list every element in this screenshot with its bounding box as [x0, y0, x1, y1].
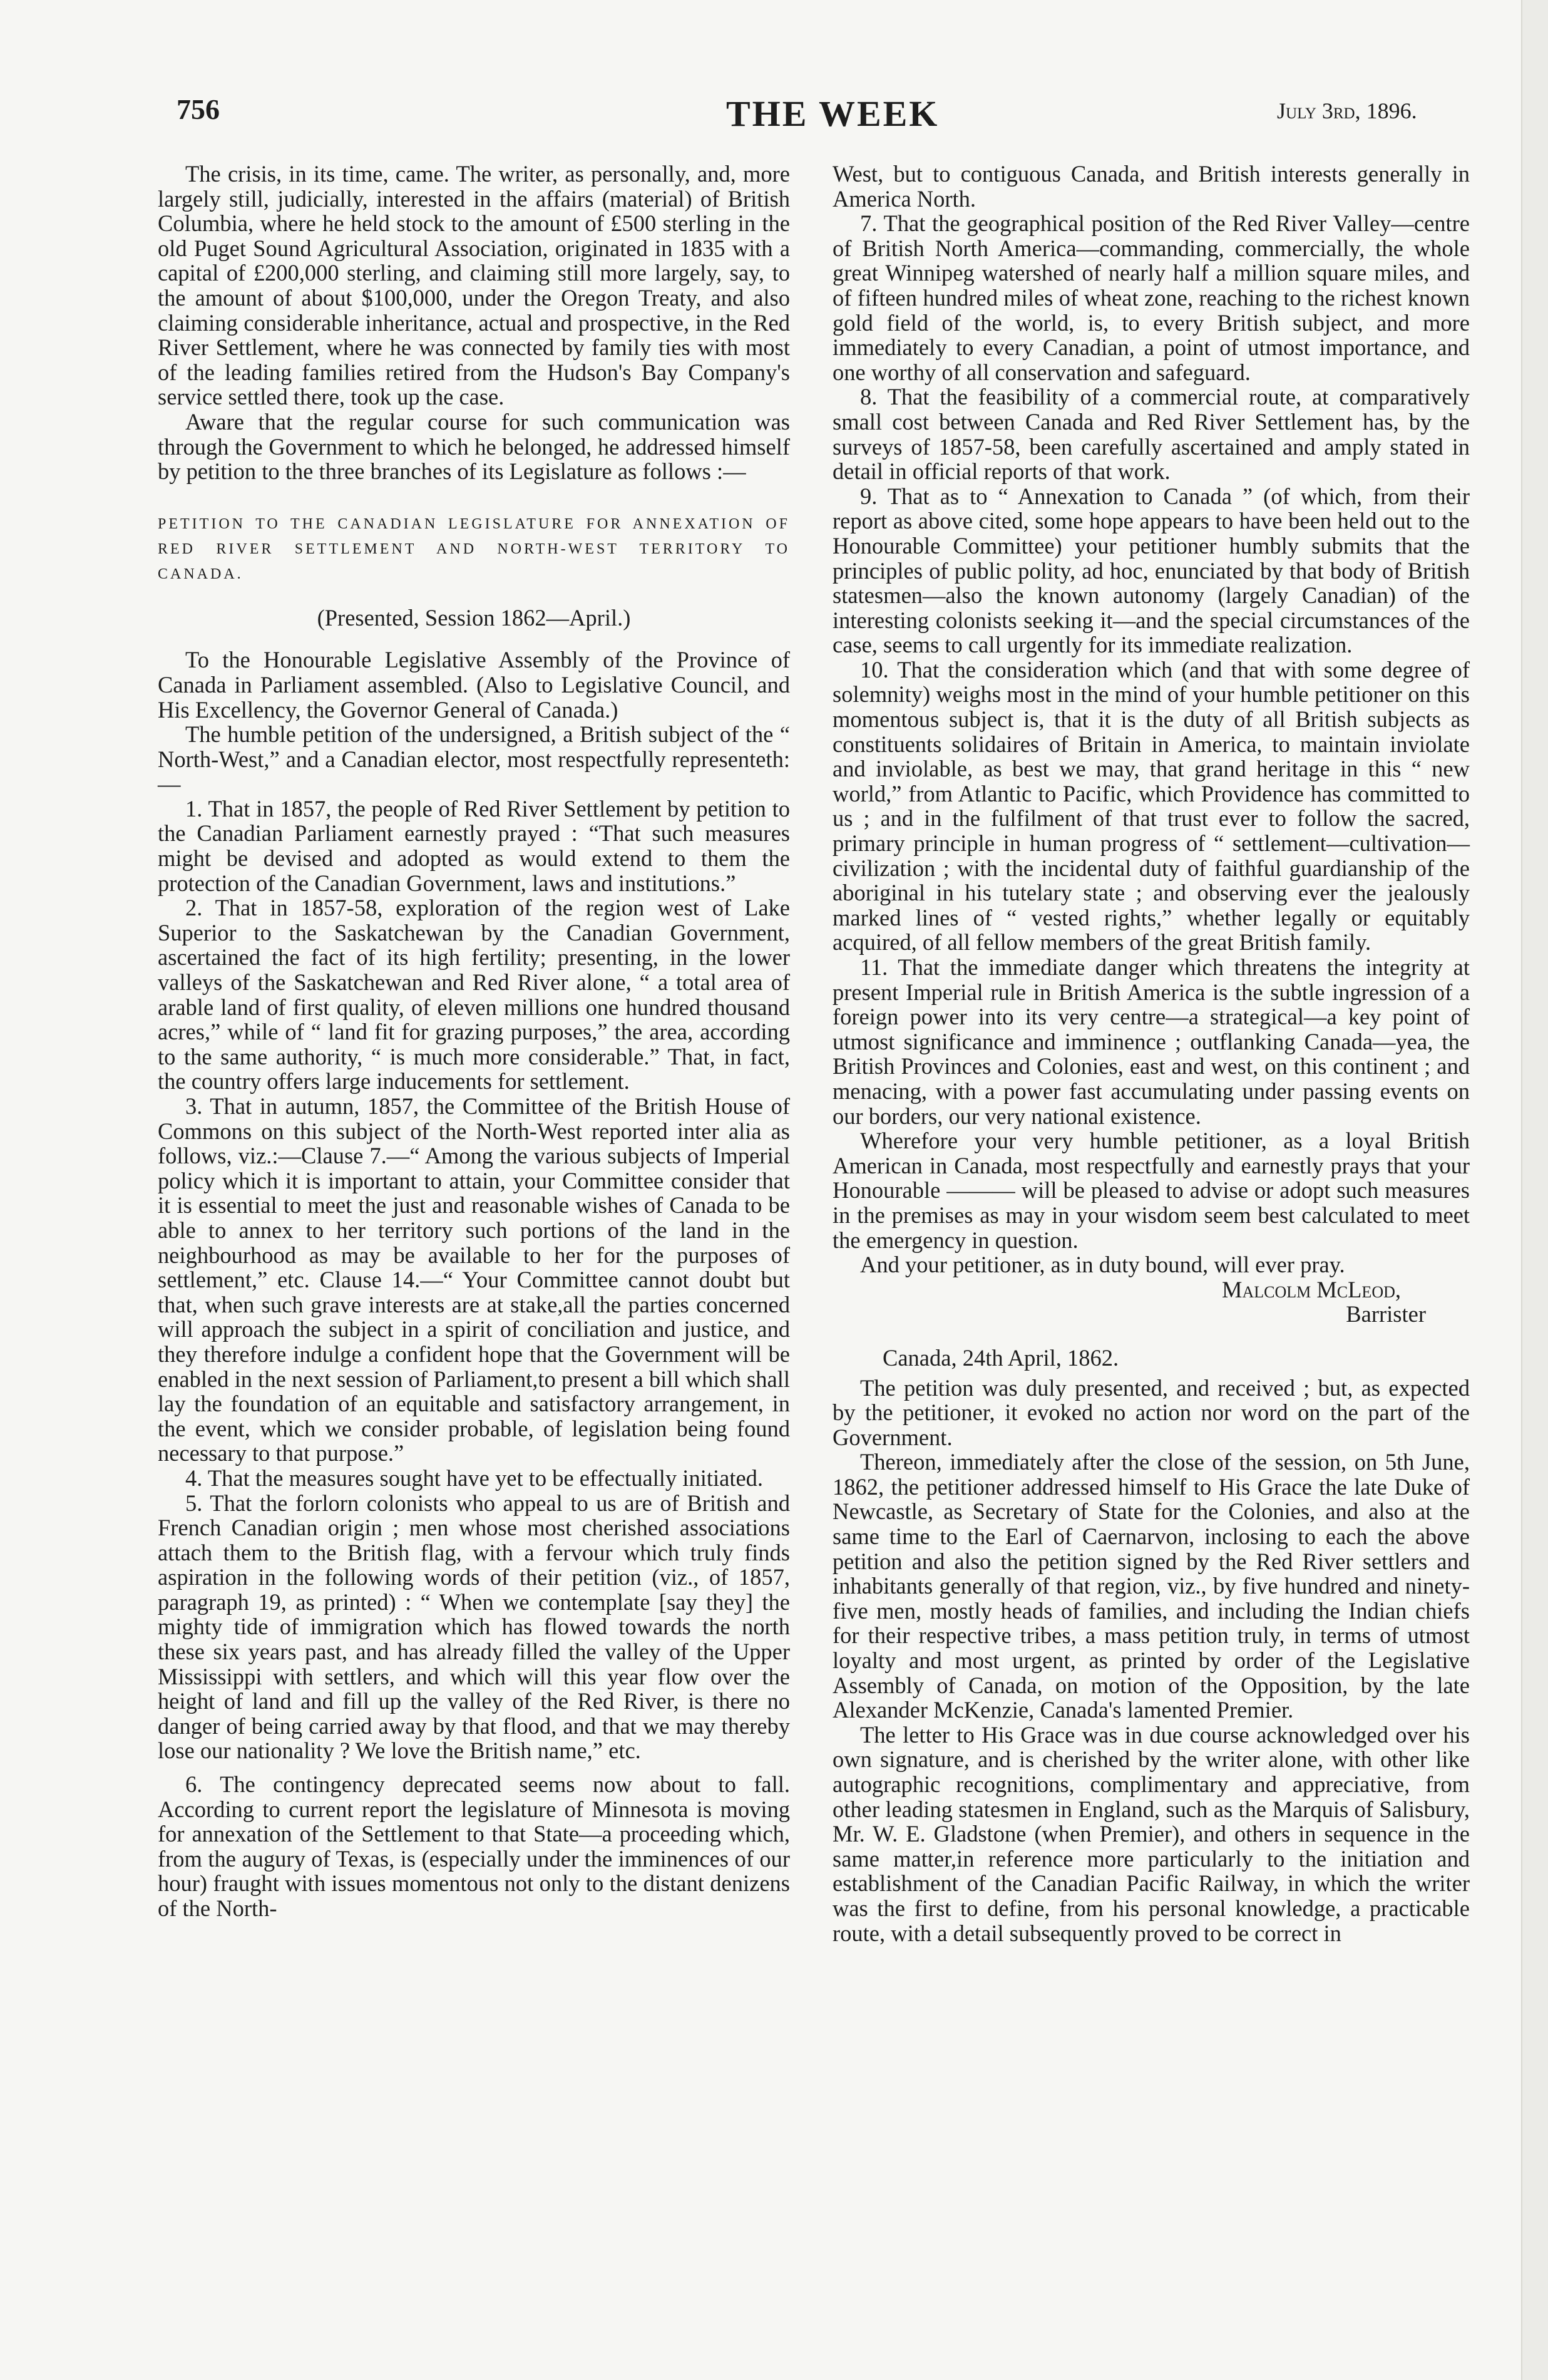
paragraph-aware: Aware that the regular course for such communication was through the Government to which he belonged, he addressed himself by petition to the three branches of its Legislature as follows :— — [158, 408, 790, 485]
paragraph-thereon: Thereon, immediately after the close of the session, on 5th June, 1862, the petitioner addressed himself to His Grace the late Duke of Newcastle, as Secretary of State for the Colonies, and also at the same time to the Earl of Caernarvon, inclosing to each the above petition and also the petition signed by the Red River settlers and inhabitants generally of that region, viz., by five hundred and ninety-five men, mostly heads of families, and including the Indian chiefs for their respective tribes, a mass petition truly, in terms of utmost loyalty and most urgent, as printed by order of the Legislative Assembly of Canada, on motion of the Opposition, by the late Alexander McKenzie, Canada's lamented Premier. — [833, 1449, 1470, 1723]
paragraph-duty-bound: And your petitioner, as in duty bound, will ever pray. — [860, 1252, 1345, 1278]
page-edge — [1521, 0, 1548, 2380]
paragraph-humble-petition: The humble petition of the undersigned, a British subject of the “ North-West,” and a Canadian elector, most respectfully representeth:— — [158, 721, 790, 797]
petition-item-1: 1. That in 1857, the people of Red River Settlement by petition to the Canadian Parliament earnestly prayed : “That such measures might be devised and adopted as would extend to them the protection of the Canadian Government, laws and institutions.” — [158, 795, 790, 896]
paragraph-duly-presented: The petition was duly presented, and received ; but, as expected by the petitioner, it evoked no action nor word on the part of the Government. — [833, 1374, 1470, 1450]
petition-address: To the Honourable Legislative Assembly of the Province of Canada in Parliament assembled. (Also to Legislative Council, and His Excellency, the Governor General of Canada.) — [158, 647, 790, 723]
right-column — [833, 162, 1470, 1945]
signature-name: Malcolm McLeod, — [1221, 1276, 1401, 1302]
continuation-text: West, but to contiguous Canada, and British interests generally in America North. — [833, 161, 1470, 212]
dateline: Canada, 24th April, 1862. — [883, 1344, 1119, 1371]
paragraph-crisis: The crisis, in its time, came. The writer, as personally, and, more largely still, judicially, interested in the affairs (material) of British Columbia, where he held stock to the amount of £500 sterling in the old Puget Sound Agricultural Association, originated in 1835 with a capital of £200,000 sterling, and claiming still more largely, say, to the amount of about $100,000, under the Oregon Treaty, and also claiming considerable inheritance, actual and prospective, in the Red River Settlement, where he was connected by family ties with most of the leading families retired from the Hudson's Bay Company's service settled there, took up the case. — [158, 161, 790, 410]
petition-item-3: 3. That in autumn, 1857, the Committee of the British House of Commons on this subject of the North-West reported inter alia as follows, viz.:—Clause 7.—“ Among the various subjects of Imperial policy which it is important to attain, your Committee consider that it is essential to meet the just and reasonable wishes of Canada to be able to annex to her territory such portions of the land in the neighbourhood as may be available to her for the purposes of settlement,” etc. Clause 14.—“ Your Committee cannot doubt but that, when such grave interests are at stake,all the parties concerned will approach the subject in a spirit of conciliation and justice, and they therefore indulge a confident hope that the Government will be enabled in the next session of Parliament,to present a bill which shall lay the foundation of an equitable and satisfactory arrangement, in the event, which we consider probable, of legislation being found necessary to that purpose.” — [158, 1093, 790, 1466]
presented-line: (Presented, Session 1862—April.) — [317, 604, 631, 631]
petition-item-6: 6. The contingency deprecated seems now about to fall. According to current report the legislature of Minnesota is moving for annexation of the Settlement to that State—a proceeding which, from the augury of Texas, is (especially under the imminences of our hour) fraught with issues momentous not only to the distant denizens of the North- — [158, 1771, 790, 1921]
paragraph-wherefore: Wherefore your very humble petitioner, as a loyal British American in Canada, most respectfully and earnestly prays that your Honourable ——— will be pleased to advise or adopt such measures in the premises as may in your wisdom seem best calculated to meet the emergency in question. — [833, 1128, 1470, 1253]
petition-item-8: 8. That the feasibility of a commercial route, at comparatively small cost between Canada and Red River Settlement has, by the surveys of 1857-58, been carefully ascertained and amply stated in detail in official reports of that work. — [833, 384, 1470, 485]
paragraph-letter: The letter to His Grace was in due course acknowledged over his own signature, and is cherished by the writer alone, with other like autographic recognitions, complimentary and appreciative, from other leading statesmen in England, such as the Marquis of Salisbury, Mr. W. E. Gladstone (when Premier), and others in sequence in the same matter,in reference more particularly to the initiation and establishment of the Canadian Pacific Railway, in which the writer was the first to define, from his personal knowledge, a practicable route, with a detail subsequently proved to be correct in — [833, 1721, 1470, 1946]
petition-heading: PETITION TO THE CANADIAN LEGISLATURE FOR ANNEXATION OF RED RIVER SETTLEMENT AND NORTH-WEST TERRITORY TO CANADA. — [158, 515, 790, 582]
issue-date: July 3rd, 1896. — [1277, 98, 1417, 123]
page-header — [0, 93, 1548, 137]
left-column — [158, 162, 790, 1921]
signature-role: Barrister — [1346, 1301, 1426, 1327]
page-number: 756 — [177, 93, 220, 125]
petition-item-5: 5. That the forlorn colonists who appeal to us are of British and French Canadian origin ; men whose most cherished associations attach them to the British flag, with a fervour which truly finds aspiration in the following words of their petition (viz., of 1857, paragraph 19, as printed) : “ When we contemplate [say they] the mighty tide of immigration which has flowed towards the north these six years past, and has already filled the valley of the Upper Mississippi with settlers, and which will this year flow over the height of land and fill up the valley of the Red River, is there no danger of being carried away by that flood, and that we may thereby lose our nationality ? We love the British name,” etc. — [158, 1490, 790, 1764]
petition-item-4: 4. That the measures sought have yet to be effectually initiated. — [185, 1465, 764, 1491]
petition-item-7: 7. That the geographical position of the Red River Valley—centre of British North America—commanding, commercially, the whole great Winnipeg watershed of nearly half a million square miles, and of fifteen hundred miles of wheat zone, reaching to the richest known gold field of the world, is, to every British subject, and more immediately to every Canadian, a point of utmost importance, and one worthy of all conservation and safeguard. — [833, 210, 1470, 385]
journal-title: THE WEEK — [726, 93, 940, 134]
petition-item-9: 9. That as to “ Annexation to Canada ” (of which, from their report as above cited, some hope appears to have been held out to the Honourable Committee) your petitioner humbly submits that the principles of public polity, ad hoc, enunciated by that body of British statesmen—also the known autonomy (largely Canadian) of the interesting colonists seeking it—and the special circumstances of the case, seems to call urgently for its immediate realization. — [833, 483, 1470, 658]
petition-item-11: 11. That the immediate danger which threatens the integrity at present Imperial rule in British America is the subtle ingression of a foreign power into its very centre—a strategical—a key point of utmost significance and imminence ; outflanking Canada—yea, the British Provinces and Colonies, east and west, on this continent ; and menacing, with a power fast accumulating under passing events on our borders, our very national existence. — [833, 954, 1470, 1129]
petition-item-10: 10. That the consideration which (and that with some degree of solemnity) weighs most in the mind of your humble petitioner on this momentous subject is, that it is the duty of all British subjects as constituents solidaires of Britain in America, to maintain inviolate and inviolable, as best we may, that grand heritage in this “ new world,” from Atlantic to Pacific, which Providence has committed to us ; and in the fulfilment of that trust ever to follow the sacred, primary principle in human progress of “ settlement—cultivation—civilization ; with the incidental duty of faithful guardianship of the aboriginal in his tutelary state ; and observing ever the jealously marked lines of “ vested rights,” whether legally or equitably acquired, of all fellow members of the great British family. — [833, 656, 1470, 956]
petition-item-2: 2. That in 1857-58, exploration of the region west of Lake Superior to the Saskatchewan by the Canadian Government, ascertained the fact of its high fertility; presenting, in the lower valleys of the Saskatchewan and Red River alone, “ a total area of arable land of first quality, of eleven millions one hundred thousand acres,” while of “ land fit for grazing purposes,” the area, according to the same authority, “ is much more considerable.” That, in fact, the country offers large inducements for settlement. — [158, 895, 790, 1095]
